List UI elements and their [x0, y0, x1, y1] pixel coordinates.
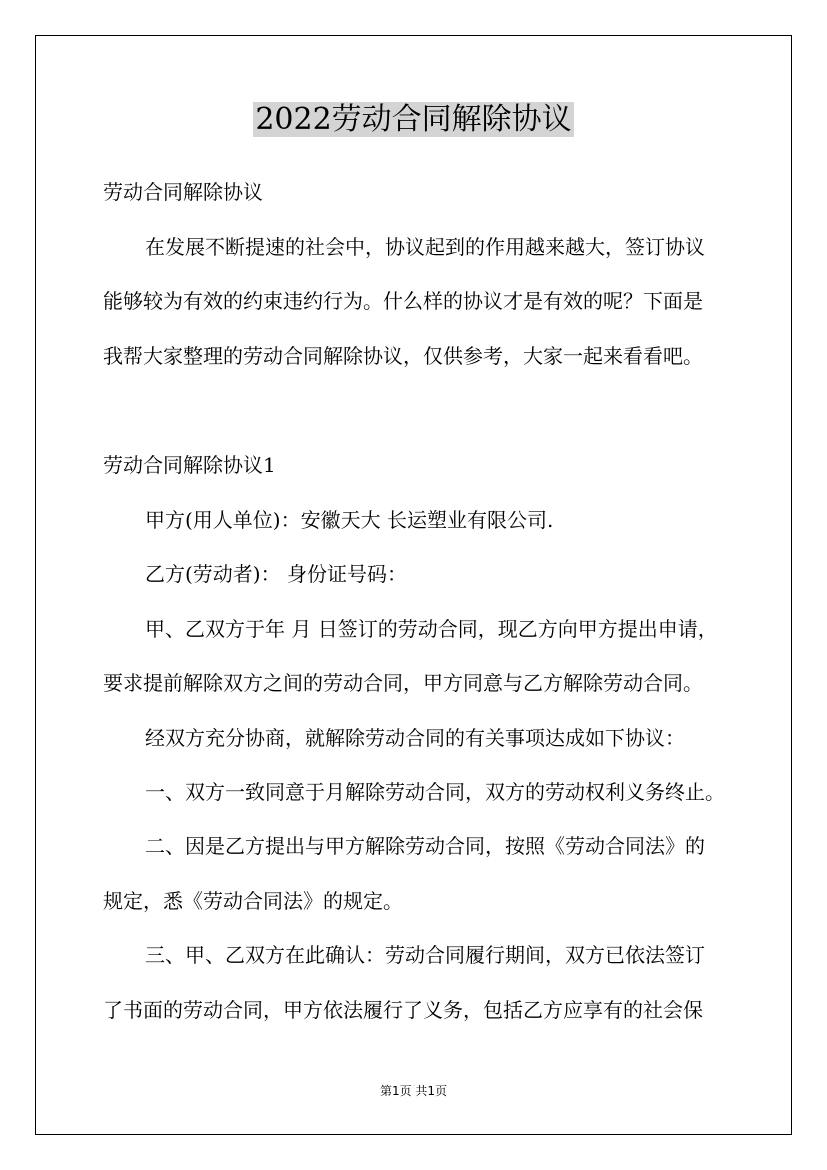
paragraph-line: 我帮大家整理的劳动合同解除协议，仅供参考，大家一起来看看吧。 [103, 344, 703, 368]
paragraph-line: 经双方充分协商，就解除劳动合同的有关事项达成如下协议： [145, 726, 685, 750]
paragraph-line: 二、因是乙方提出与甲方解除劳动合同，按照《劳动合同法》的 [145, 834, 705, 858]
section-heading: 劳动合同解除协议1 [103, 453, 276, 477]
paragraph-line: 乙方(劳动者)： 身份证号码： [145, 562, 407, 586]
page-footer: 第1页 共1页 [379, 1084, 448, 1098]
section-heading: 劳动合同解除协议 [103, 180, 263, 204]
document-title: 2022劳动合同解除协议 [255, 102, 572, 137]
paragraph-line: 要求提前解除双方之间的劳动合同，甲方同意与乙方解除劳动合同。 [103, 671, 703, 695]
paragraph-line: 三、甲、乙双方在此确认：劳动合同履行期间，双方已依法签订 [145, 943, 705, 967]
paragraph-line: 能够较为有效的约束违约行为。什么样的协议才是有效的呢？下面是 [103, 289, 703, 313]
paragraph-line: 在发展不断提速的社会中，协议起到的作用越来越大，签订协议 [145, 235, 705, 259]
paragraph-line: 了书面的劳动合同，甲方依法履行了义务，包括乙方应享有的社会保 [103, 998, 703, 1022]
paragraph-line: 规定，悉《劳动合同法》的规定。 [103, 889, 403, 913]
paragraph-line: 甲、乙双方于年 月 日签订的劳动合同，现乙方向甲方提出申请， [145, 617, 718, 641]
paragraph-line: 甲方(用人单位)：安徽天大 长运塑业有限公司. [145, 508, 554, 532]
paragraph-line: 一、双方一致同意于月解除劳动合同，双方的劳动权利义务终止。 [145, 780, 725, 804]
